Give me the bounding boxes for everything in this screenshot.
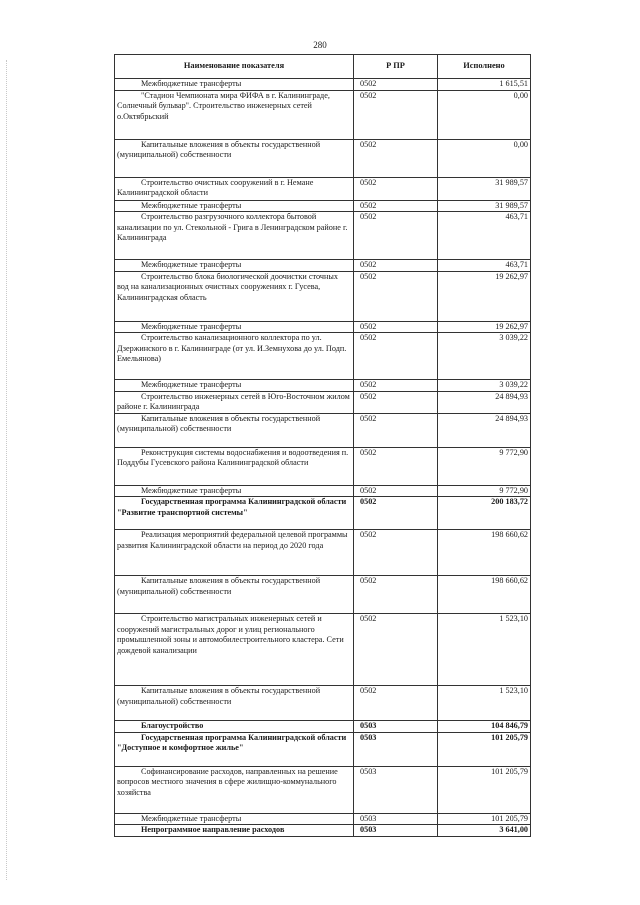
row-code-cell: 0502 (354, 380, 438, 392)
row-name-cell: Строительство инженерных сетей в Юго-Восточном жилом районе г. Калининграда (115, 391, 354, 413)
row-value-cell: 463,71 (438, 260, 531, 272)
table-row (115, 177, 531, 200)
row-code-cell: 0502 (354, 576, 438, 614)
table-row (115, 391, 531, 413)
row-name-cell: Межбюджетные трансферты (115, 321, 354, 333)
row-name-cell: Строительство разгрузочного коллектора бытовой канализации по ул. Стекольной - Грига в Ленинградском районе г. Калининграда (115, 212, 354, 260)
row-name-cell: Строительство магистральных инженерных сетей и сооружений магистральных дорог и улиц регионального промышленной зоны и автомобилестроительного кластера. Сети дождевой канализации (115, 614, 354, 686)
column-header-name: Наименование показателя (115, 55, 354, 79)
row-value-cell: 31 989,57 (438, 177, 531, 200)
table-row (115, 576, 531, 614)
row-name-cell: "Стадион Чемпионата мира ФИФА в г. Калининграде, Солнечный бульвар". Строительство инженерных сетей о.Октябрьский (115, 90, 354, 139)
table-row (115, 212, 531, 260)
row-code-cell: 0502 (354, 686, 438, 721)
row-value-cell: 200 183,72 (438, 497, 531, 530)
row-name-cell: Строительство блока биологической доочистки сточных вод на канализационных очистных сооружениях г. Гусева, Калининградская область (115, 271, 354, 321)
table-row (115, 825, 531, 837)
row-name-cell: Благоустройство (115, 721, 354, 733)
row-value-cell: 104 846,79 (438, 721, 531, 733)
row-name-cell: Капитальные вложения в объекты государственной (муниципальной) собственности (115, 139, 354, 177)
table-row (115, 200, 531, 212)
table-row (115, 380, 531, 392)
table-header-row (115, 55, 531, 79)
table-row (115, 614, 531, 686)
column-header-code: Р ПР (354, 55, 438, 79)
page-number: 280 (313, 40, 327, 50)
row-code-cell: 0502 (354, 333, 438, 380)
row-value-cell: 31 989,57 (438, 200, 531, 212)
row-code-cell: 0502 (354, 212, 438, 260)
table-row (115, 90, 531, 139)
row-value-cell: 19 262,97 (438, 271, 531, 321)
row-code-cell: 0502 (354, 79, 438, 91)
row-name-cell: Непрограммное направление расходов (115, 825, 354, 837)
row-code-cell: 0503 (354, 766, 438, 813)
row-code-cell: 0502 (354, 614, 438, 686)
row-code-cell: 0502 (354, 260, 438, 272)
row-name-cell: Государственная программа Калининградской области "Развитие транспортной системы" (115, 497, 354, 530)
row-value-cell: 3 039,22 (438, 380, 531, 392)
table-row (115, 766, 531, 813)
table-row (115, 485, 531, 497)
row-name-cell: Государственная программа Калининградской области "Доступное и комфортное жилье" (115, 732, 354, 766)
table-row (115, 413, 531, 447)
table-row (115, 732, 531, 766)
row-name-cell: Реконструкция системы водоснабжения и водоотведения п. Поддубы Гусевского района Калининградской области (115, 447, 354, 485)
row-value-cell: 0,00 (438, 90, 531, 139)
row-value-cell: 9 772,90 (438, 447, 531, 485)
row-name-cell: Капитальные вложения в объекты государственной (муниципальной) собственности (115, 686, 354, 721)
row-value-cell: 101 205,79 (438, 732, 531, 766)
row-code-cell: 0502 (354, 271, 438, 321)
row-value-cell: 3 039,22 (438, 333, 531, 380)
row-value-cell: 463,71 (438, 212, 531, 260)
row-name-cell: Межбюджетные трансферты (115, 813, 354, 825)
table-row (115, 79, 531, 91)
row-value-cell: 24 894,93 (438, 413, 531, 447)
table-row (115, 321, 531, 333)
row-name-cell: Строительство канализационного коллектора по ул. Дзержинского в г. Калининграде (от ул. И.Земнухова до ул. Подп. Емельянова) (115, 333, 354, 380)
row-value-cell: 3 641,00 (438, 825, 531, 837)
row-value-cell: 101 205,79 (438, 813, 531, 825)
row-value-cell: 198 660,62 (438, 530, 531, 576)
row-name-cell: Межбюджетные трансферты (115, 200, 354, 212)
table-row (115, 530, 531, 576)
row-value-cell: 1 523,10 (438, 614, 531, 686)
row-value-cell: 1 523,10 (438, 686, 531, 721)
row-name-cell: Строительство очистных сооружений в г. Немане Калининградской области (115, 177, 354, 200)
row-code-cell: 0502 (354, 90, 438, 139)
table-row (115, 333, 531, 380)
table-row (115, 721, 531, 733)
table-row (115, 260, 531, 272)
row-code-cell: 0503 (354, 813, 438, 825)
row-value-cell: 101 205,79 (438, 766, 531, 813)
row-code-cell: 0502 (354, 200, 438, 212)
row-name-cell: Межбюджетные трансферты (115, 260, 354, 272)
row-name-cell: Реализация мероприятий федеральной целевой программы развития Калининградской области на период до 2020 года (115, 530, 354, 576)
row-name-cell: Межбюджетные трансферты (115, 380, 354, 392)
row-code-cell: 0502 (354, 497, 438, 530)
row-name-cell: Межбюджетные трансферты (115, 485, 354, 497)
row-code-cell: 0503 (354, 721, 438, 733)
row-value-cell: 198 660,62 (438, 576, 531, 614)
row-code-cell: 0502 (354, 139, 438, 177)
row-name-cell: Капитальные вложения в объекты государственной (муниципальной) собственности (115, 413, 354, 447)
row-code-cell: 0503 (354, 825, 438, 837)
table-row (115, 447, 531, 485)
row-code-cell: 0502 (354, 530, 438, 576)
table-row (115, 813, 531, 825)
row-code-cell: 0502 (354, 391, 438, 413)
column-header-value: Исполнено (438, 55, 531, 79)
table-row (115, 271, 531, 321)
row-name-cell: Межбюджетные трансферты (115, 79, 354, 91)
row-value-cell: 1 615,51 (438, 79, 531, 91)
table-row (115, 497, 531, 530)
row-code-cell: 0503 (354, 732, 438, 766)
scan-edge-line (6, 60, 8, 880)
table-row (115, 686, 531, 721)
row-code-cell: 0502 (354, 447, 438, 485)
row-name-cell: Софинансирование расходов, направленных на решение вопросов местного значения в сфере жилищно-коммунального хозяйства (115, 766, 354, 813)
row-code-cell: 0502 (354, 413, 438, 447)
row-value-cell: 9 772,90 (438, 485, 531, 497)
row-value-cell: 0,00 (438, 139, 531, 177)
row-code-cell: 0502 (354, 321, 438, 333)
row-name-cell: Капитальные вложения в объекты государственной (муниципальной) собственности (115, 576, 354, 614)
expenditure-table (114, 54, 531, 837)
row-value-cell: 19 262,97 (438, 321, 531, 333)
row-code-cell: 0502 (354, 177, 438, 200)
row-value-cell: 24 894,93 (438, 391, 531, 413)
table-row (115, 139, 531, 177)
row-code-cell: 0502 (354, 485, 438, 497)
